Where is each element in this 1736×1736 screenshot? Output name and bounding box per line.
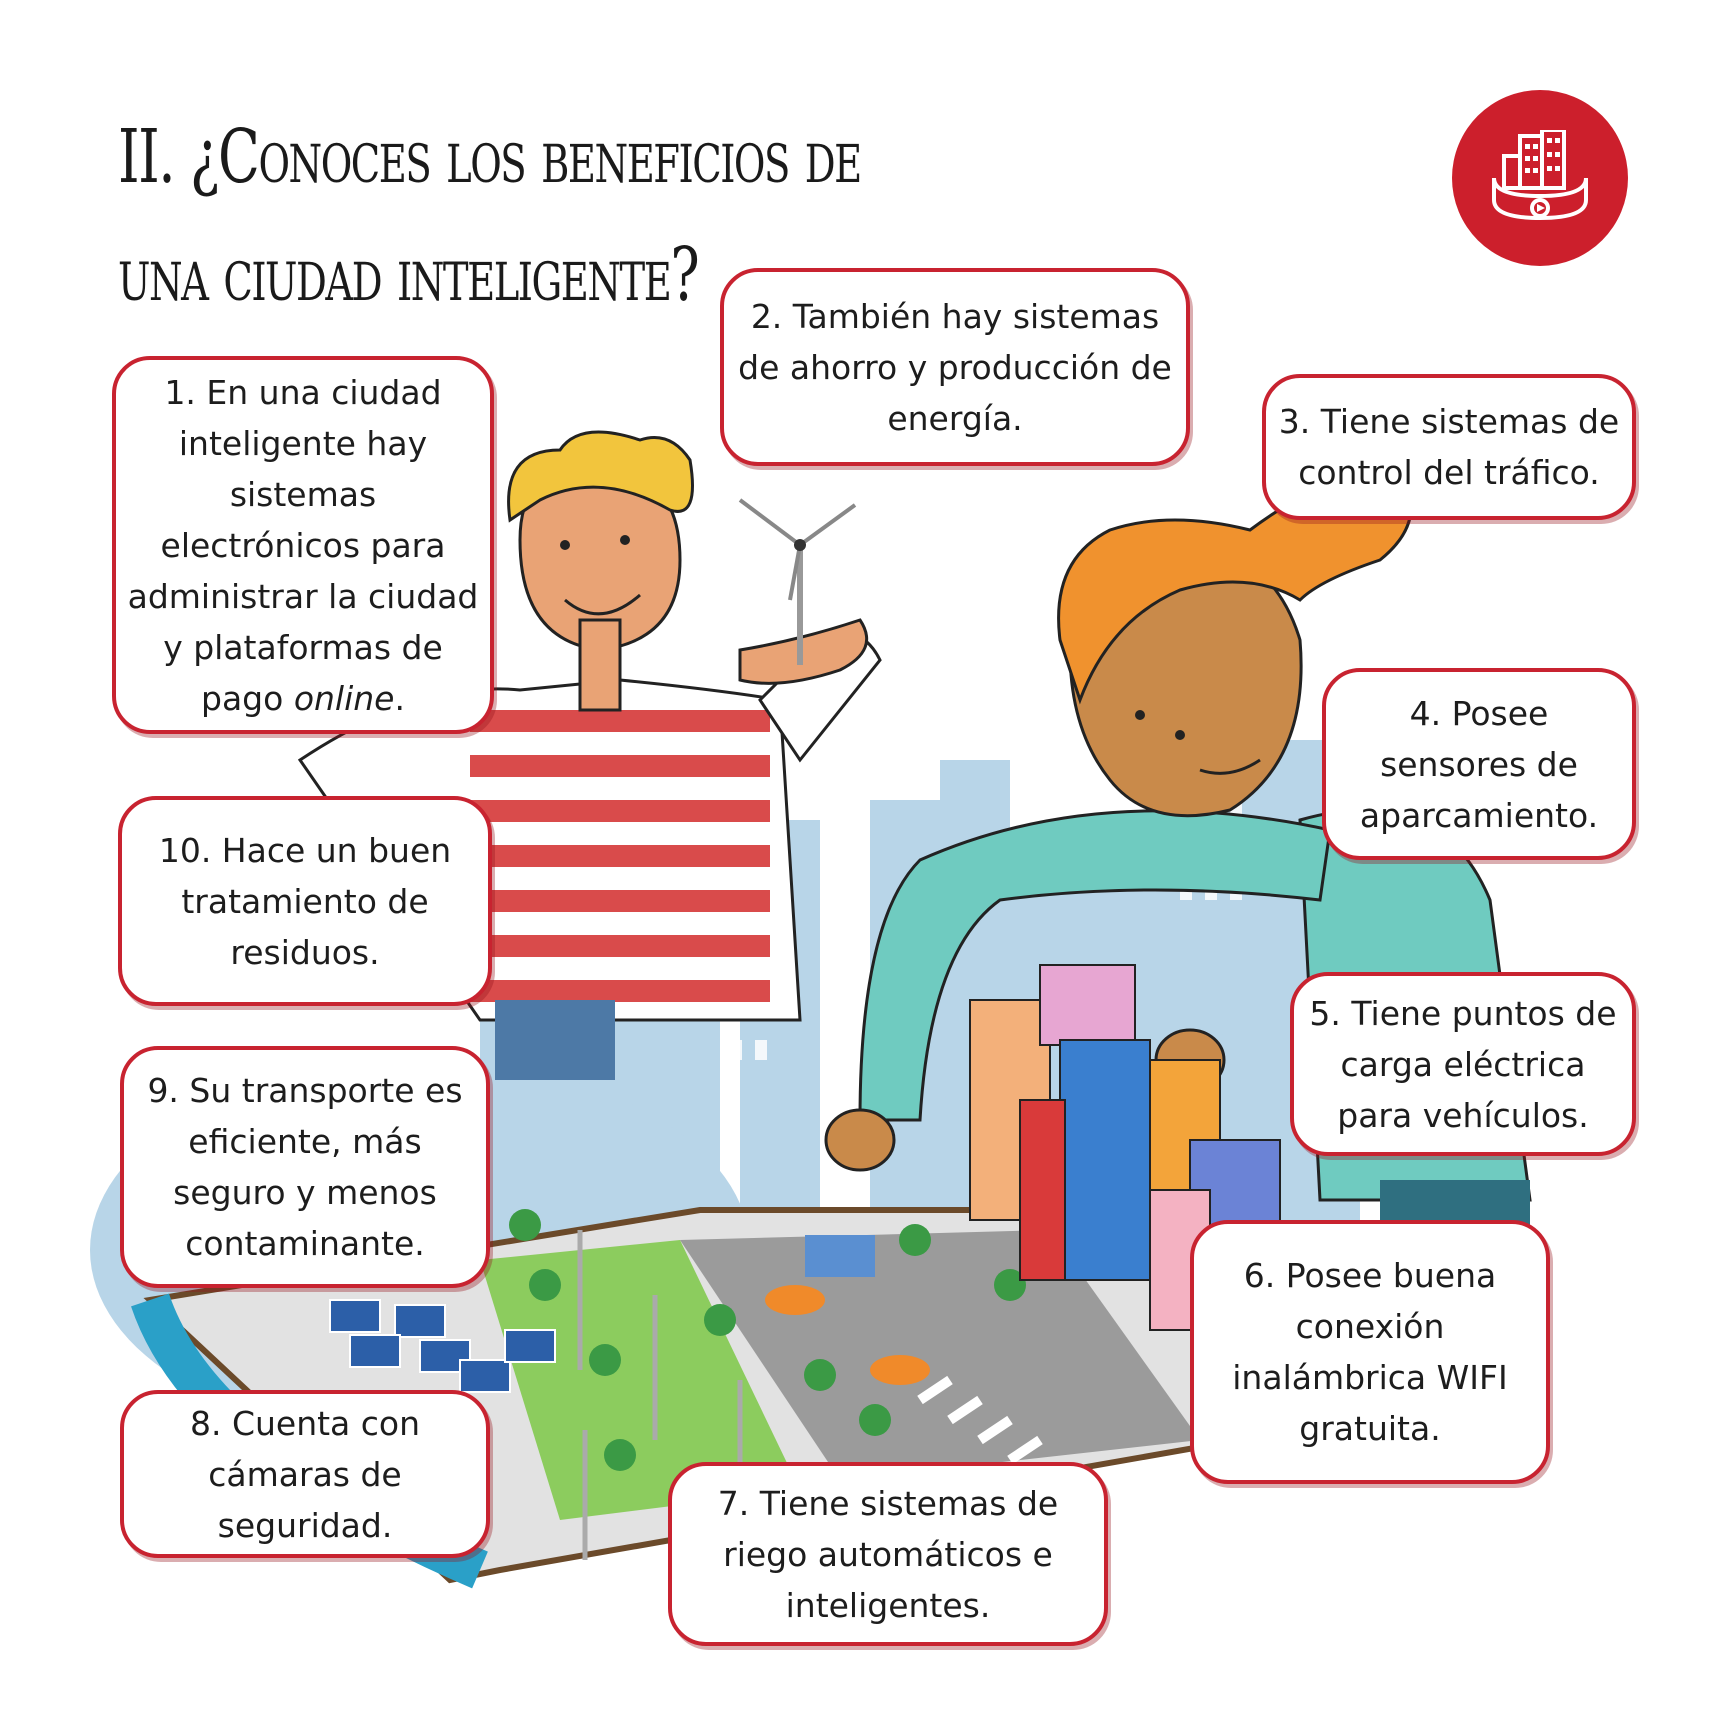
benefit-box-8 (120, 1390, 490, 1558)
benefit-box-7 (668, 1462, 1108, 1646)
benefit-3-text: 3. Tiene sistemas de control del tráfico. (1278, 402, 1620, 492)
benefit-7-text: 7. Tiene sistemas de riego automáticos e inteligentes. (717, 1483, 1059, 1625)
benefit-box-2 (720, 268, 1190, 466)
benefit-9-text: 9. Su transporte es eficiente, más seguro y menos contaminante. (147, 1071, 463, 1263)
title-line-1: II. ¿Conoces los beneficios de (118, 114, 861, 200)
benefit-1-text: 1. En una ciudad inteligente hay sistemas electrónicos para administrar la ciudad y plataformas de pago online. (127, 372, 479, 718)
benefit-5-text: 5. Tiene puntos de carga eléctrica para vehículos. (1309, 993, 1617, 1135)
benefit-8-text: 8. Cuenta con cámaras de seguridad. (189, 1403, 421, 1545)
title-line-2: una ciudad inteligente? (118, 232, 699, 318)
benefit-4-text: 4. Posee sensores de aparcamiento. (1359, 693, 1599, 835)
benefit-box-6 (1190, 1220, 1550, 1484)
benefit-box-9 (120, 1046, 490, 1288)
benefit-1-emphasis: online (293, 678, 395, 718)
benefit-box-10 (118, 796, 492, 1006)
benefit-box-4 (1322, 668, 1636, 860)
benefit-box-3 (1262, 374, 1636, 520)
benefit-box-1 (112, 356, 494, 734)
benefit-box-5 (1290, 972, 1636, 1156)
benefit-6-text: 6. Posee buena conexión inalámbrica WIFI gratuita. (1232, 1256, 1508, 1448)
benefit-2-text: 2. También hay sistemas de ahorro y producción de energía. (738, 296, 1172, 438)
benefit-10-text: 10. Hace un buen tratamiento de residuos. (158, 830, 452, 972)
